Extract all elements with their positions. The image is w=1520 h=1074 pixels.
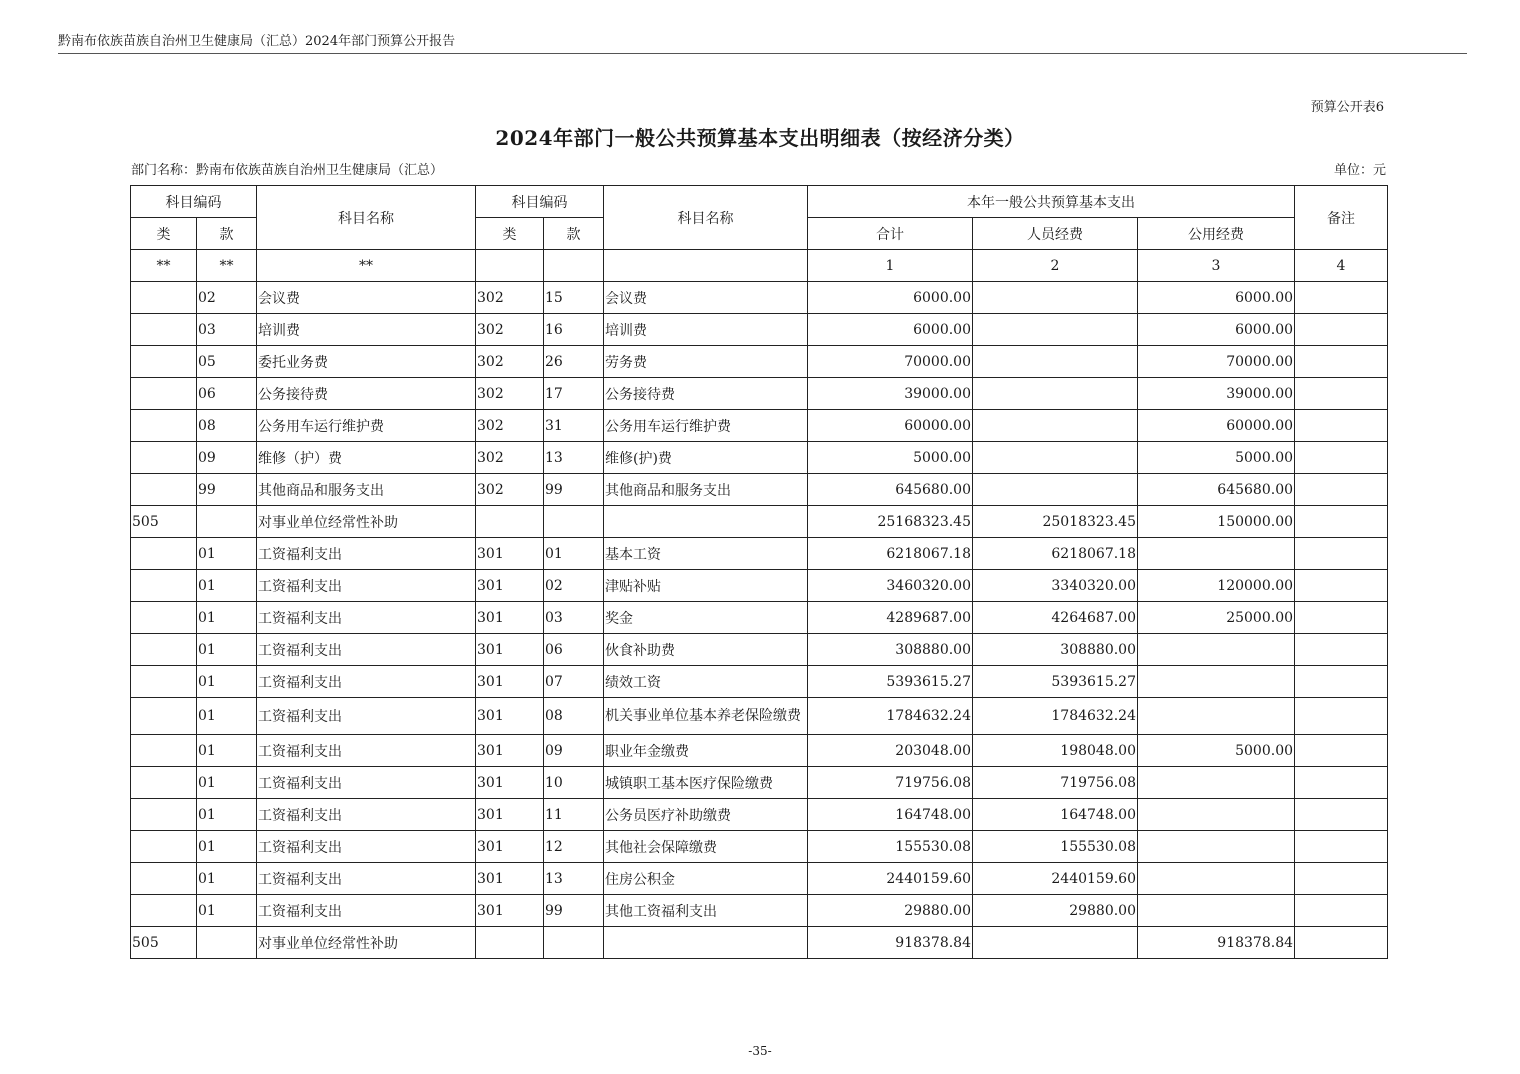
cell-total: 645680.00 [808, 474, 973, 506]
cell-public: 70000.00 [1138, 346, 1295, 378]
cell-name-2: 奖金 [604, 602, 808, 634]
cell-total: 29880.00 [808, 895, 973, 927]
header-kuan-1: 款 [197, 218, 257, 250]
index-cell: 2 [973, 250, 1138, 282]
cell-total: 5393615.27 [808, 666, 973, 698]
cell-personnel: 5393615.27 [973, 666, 1138, 698]
cell-total: 2440159.60 [808, 863, 973, 895]
cell-name-1: 其他商品和服务支出 [257, 474, 476, 506]
cell-public [1138, 698, 1295, 735]
cell-lei-2: 302 [476, 282, 544, 314]
cell-name-1: 工资福利支出 [257, 735, 476, 767]
cell-total: 70000.00 [808, 346, 973, 378]
cell-personnel: 29880.00 [973, 895, 1138, 927]
header-remark: 备注 [1295, 186, 1388, 250]
cell-kuan-1: 08 [197, 410, 257, 442]
cell-name-2: 公务员医疗补助缴费 [604, 799, 808, 831]
cell-name-2: 公务接待费 [604, 378, 808, 410]
table-row [131, 634, 1388, 666]
cell-kuan-1: 01 [197, 634, 257, 666]
cell-personnel: 155530.08 [973, 831, 1138, 863]
cell-name-2: 公务用车运行维护费 [604, 410, 808, 442]
cell-remark [1295, 474, 1388, 506]
cell-kuan-1: 01 [197, 538, 257, 570]
department-label: 部门名称：黔南布依族苗族自治州卫生健康局（汇总） [131, 163, 444, 178]
cell-personnel [973, 442, 1138, 474]
cell-public [1138, 538, 1295, 570]
cell-kuan-2: 17 [544, 378, 604, 410]
page-number: -35- [748, 1044, 772, 1058]
cell-lei-1 [131, 863, 197, 895]
cell-kuan-2: 12 [544, 831, 604, 863]
cell-name-2: 机关事业单位基本养老保险缴费 [604, 698, 808, 735]
cell-public [1138, 895, 1295, 927]
cell-name-1: 工资福利支出 [257, 767, 476, 799]
cell-public [1138, 863, 1295, 895]
table-row [131, 442, 1388, 474]
table-row [131, 767, 1388, 799]
table-row [131, 698, 1388, 735]
cell-kuan-2: 07 [544, 666, 604, 698]
cell-name-1: 维修（护）费 [257, 442, 476, 474]
index-cell: 4 [1295, 250, 1388, 282]
page-header: 黔南布依族苗族自治州卫生健康局（汇总）2024年部门预算公开报告 [58, 34, 456, 49]
table-row [131, 895, 1388, 927]
index-cell: ** [257, 250, 476, 282]
cell-personnel: 6218067.18 [973, 538, 1138, 570]
cell-kuan-1: 01 [197, 831, 257, 863]
cell-lei-2 [476, 506, 544, 538]
cell-lei-2: 301 [476, 666, 544, 698]
cell-total: 60000.00 [808, 410, 973, 442]
cell-name-1: 工资福利支出 [257, 634, 476, 666]
cell-kuan-2: 13 [544, 442, 604, 474]
cell-kuan-1: 01 [197, 863, 257, 895]
cell-lei-2: 302 [476, 378, 544, 410]
cell-remark [1295, 634, 1388, 666]
cell-total: 1784632.24 [808, 698, 973, 735]
cell-kuan-2: 11 [544, 799, 604, 831]
table-row [131, 282, 1388, 314]
cell-total: 164748.00 [808, 799, 973, 831]
cell-name-2: 其他商品和服务支出 [604, 474, 808, 506]
table-body [131, 282, 1388, 959]
cell-name-2: 会议费 [604, 282, 808, 314]
cell-public: 6000.00 [1138, 282, 1295, 314]
page-title: 2024年部门一般公共预算基本支出明细表（按经济分类） [495, 126, 1025, 150]
header-lei-2: 类 [476, 218, 544, 250]
cell-kuan-2: 03 [544, 602, 604, 634]
table-row [131, 666, 1388, 698]
cell-name-2: 培训费 [604, 314, 808, 346]
cell-personnel: 198048.00 [973, 735, 1138, 767]
cell-public [1138, 799, 1295, 831]
cell-lei-1 [131, 346, 197, 378]
cell-lei-1 [131, 767, 197, 799]
cell-public: 6000.00 [1138, 314, 1295, 346]
header-name-2: 科目名称 [604, 186, 808, 250]
cell-kuan-2 [544, 506, 604, 538]
cell-remark [1295, 602, 1388, 634]
cell-personnel [973, 282, 1138, 314]
cell-kuan-1: 99 [197, 474, 257, 506]
cell-remark [1295, 767, 1388, 799]
cell-remark [1295, 831, 1388, 863]
cell-lei-1 [131, 634, 197, 666]
cell-remark [1295, 735, 1388, 767]
table-row [131, 474, 1388, 506]
budget-table [130, 185, 1388, 959]
cell-kuan-2: 06 [544, 634, 604, 666]
cell-remark [1295, 314, 1388, 346]
cell-kuan-1 [197, 506, 257, 538]
cell-remark [1295, 442, 1388, 474]
cell-name-2 [604, 927, 808, 959]
cell-kuan-1: 01 [197, 895, 257, 927]
cell-name-1: 对事业单位经常性补助 [257, 927, 476, 959]
cell-personnel: 164748.00 [973, 799, 1138, 831]
cell-kuan-2: 31 [544, 410, 604, 442]
cell-name-2: 其他工资福利支出 [604, 895, 808, 927]
cell-public: 5000.00 [1138, 442, 1295, 474]
cell-lei-2: 302 [476, 442, 544, 474]
cell-kuan-1: 01 [197, 666, 257, 698]
header-code-2: 科目编码 [476, 186, 604, 218]
cell-name-2: 住房公积金 [604, 863, 808, 895]
cell-public [1138, 666, 1295, 698]
table-header [131, 186, 1388, 282]
cell-lei-1 [131, 799, 197, 831]
cell-kuan-2: 16 [544, 314, 604, 346]
cell-public: 645680.00 [1138, 474, 1295, 506]
cell-lei-2: 301 [476, 570, 544, 602]
cell-lei-1: 505 [131, 506, 197, 538]
cell-kuan-1: 02 [197, 282, 257, 314]
cell-kuan-1: 01 [197, 767, 257, 799]
cell-name-1: 工资福利支出 [257, 799, 476, 831]
cell-public: 150000.00 [1138, 506, 1295, 538]
cell-remark [1295, 346, 1388, 378]
cell-name-2: 伙食补助费 [604, 634, 808, 666]
cell-personnel: 25018323.45 [973, 506, 1138, 538]
cell-name-2: 其他社会保障缴费 [604, 831, 808, 863]
cell-kuan-2: 10 [544, 767, 604, 799]
cell-public [1138, 831, 1295, 863]
cell-name-1: 工资福利支出 [257, 538, 476, 570]
cell-lei-1 [131, 378, 197, 410]
cell-name-2: 绩效工资 [604, 666, 808, 698]
cell-kuan-2: 08 [544, 698, 604, 735]
cell-lei-1 [131, 314, 197, 346]
cell-personnel [973, 314, 1138, 346]
cell-lei-2: 301 [476, 634, 544, 666]
header-lei-1: 类 [131, 218, 197, 250]
index-cell: 3 [1138, 250, 1295, 282]
cell-kuan-2: 99 [544, 474, 604, 506]
cell-lei-2: 302 [476, 410, 544, 442]
index-cell [476, 250, 544, 282]
cell-lei-2: 301 [476, 602, 544, 634]
cell-total: 25168323.45 [808, 506, 973, 538]
cell-name-2: 基本工资 [604, 538, 808, 570]
cell-personnel: 1784632.24 [973, 698, 1138, 735]
cell-personnel: 4264687.00 [973, 602, 1138, 634]
table-row [131, 831, 1388, 863]
cell-lei-2: 302 [476, 314, 544, 346]
cell-personnel [973, 474, 1138, 506]
header-code-1: 科目编码 [131, 186, 257, 218]
cell-lei-2: 301 [476, 831, 544, 863]
cell-name-1: 工资福利支出 [257, 863, 476, 895]
table-row [131, 538, 1388, 570]
cell-remark [1295, 698, 1388, 735]
cell-kuan-1: 01 [197, 698, 257, 735]
cell-lei-2: 301 [476, 799, 544, 831]
cell-total: 918378.84 [808, 927, 973, 959]
cell-personnel [973, 927, 1138, 959]
header-divider [58, 53, 1467, 54]
header-kuan-2: 款 [544, 218, 604, 250]
table-row [131, 378, 1388, 410]
cell-lei-1 [131, 735, 197, 767]
cell-remark [1295, 282, 1388, 314]
cell-kuan-2: 13 [544, 863, 604, 895]
cell-name-1: 会议费 [257, 282, 476, 314]
header-public: 公用经费 [1138, 218, 1295, 250]
cell-personnel: 2440159.60 [973, 863, 1138, 895]
cell-kuan-1: 01 [197, 602, 257, 634]
cell-lei-2: 301 [476, 895, 544, 927]
cell-remark [1295, 927, 1388, 959]
index-cell [604, 250, 808, 282]
cell-lei-2 [476, 927, 544, 959]
cell-name-1: 公务用车运行维护费 [257, 410, 476, 442]
cell-kuan-2: 01 [544, 538, 604, 570]
cell-lei-1 [131, 666, 197, 698]
cell-personnel [973, 378, 1138, 410]
header-name-1: 科目名称 [257, 186, 476, 250]
table-row [131, 314, 1388, 346]
cell-kuan-2: 26 [544, 346, 604, 378]
header-total: 合计 [808, 218, 973, 250]
cell-public: 918378.84 [1138, 927, 1295, 959]
cell-name-1: 工资福利支出 [257, 602, 476, 634]
table-row [131, 410, 1388, 442]
cell-kuan-2: 99 [544, 895, 604, 927]
cell-remark [1295, 799, 1388, 831]
table-row [131, 735, 1388, 767]
cell-kuan-1: 03 [197, 314, 257, 346]
cell-name-1: 工资福利支出 [257, 666, 476, 698]
header-budget: 本年一般公共预算基本支出 [808, 186, 1295, 218]
cell-kuan-2 [544, 927, 604, 959]
cell-name-1: 工资福利支出 [257, 895, 476, 927]
cell-lei-1 [131, 474, 197, 506]
cell-personnel: 308880.00 [973, 634, 1138, 666]
cell-kuan-1 [197, 927, 257, 959]
cell-personnel [973, 346, 1138, 378]
cell-total: 155530.08 [808, 831, 973, 863]
cell-kuan-1: 09 [197, 442, 257, 474]
cell-total: 6218067.18 [808, 538, 973, 570]
cell-total: 5000.00 [808, 442, 973, 474]
cell-total: 6000.00 [808, 282, 973, 314]
cell-kuan-2: 02 [544, 570, 604, 602]
cell-name-2: 维修(护)费 [604, 442, 808, 474]
cell-remark [1295, 570, 1388, 602]
cell-lei-1 [131, 570, 197, 602]
header-personnel: 人员经费 [973, 218, 1138, 250]
cell-public: 5000.00 [1138, 735, 1295, 767]
table-row [131, 506, 1388, 538]
cell-lei-1 [131, 282, 197, 314]
table-row [131, 570, 1388, 602]
cell-lei-1 [131, 410, 197, 442]
cell-public [1138, 634, 1295, 666]
cell-remark [1295, 538, 1388, 570]
table-row [131, 799, 1388, 831]
cell-total: 203048.00 [808, 735, 973, 767]
cell-kuan-1: 01 [197, 799, 257, 831]
cell-total: 308880.00 [808, 634, 973, 666]
index-row [131, 250, 1388, 282]
cell-lei-1 [131, 895, 197, 927]
cell-lei-1 [131, 831, 197, 863]
cell-personnel: 719756.08 [973, 767, 1138, 799]
cell-public: 60000.00 [1138, 410, 1295, 442]
table-row [131, 927, 1388, 959]
cell-name-1: 工资福利支出 [257, 831, 476, 863]
cell-kuan-1: 05 [197, 346, 257, 378]
cell-name-1: 对事业单位经常性补助 [257, 506, 476, 538]
cell-kuan-1: 06 [197, 378, 257, 410]
cell-lei-1 [131, 538, 197, 570]
cell-lei-1: 505 [131, 927, 197, 959]
cell-lei-1 [131, 442, 197, 474]
index-cell: ** [197, 250, 257, 282]
cell-name-2: 职业年金缴费 [604, 735, 808, 767]
cell-total: 39000.00 [808, 378, 973, 410]
cell-name-2 [604, 506, 808, 538]
cell-lei-2: 301 [476, 767, 544, 799]
cell-remark [1295, 895, 1388, 927]
cell-personnel: 3340320.00 [973, 570, 1138, 602]
cell-public: 25000.00 [1138, 602, 1295, 634]
cell-remark [1295, 863, 1388, 895]
cell-kuan-1: 01 [197, 735, 257, 767]
cell-public [1138, 767, 1295, 799]
index-cell: ** [131, 250, 197, 282]
cell-name-1: 培训费 [257, 314, 476, 346]
cell-name-2: 津贴补贴 [604, 570, 808, 602]
cell-name-1: 公务接待费 [257, 378, 476, 410]
cell-name-1: 委托业务费 [257, 346, 476, 378]
cell-total: 719756.08 [808, 767, 973, 799]
unit-label: 单位：元 [1333, 163, 1386, 178]
cell-lei-2: 302 [476, 474, 544, 506]
cell-public: 120000.00 [1138, 570, 1295, 602]
cell-lei-2: 301 [476, 538, 544, 570]
cell-lei-2: 301 [476, 863, 544, 895]
cell-total: 4289687.00 [808, 602, 973, 634]
cell-remark [1295, 506, 1388, 538]
cell-name-2: 城镇职工基本医疗保险缴费 [604, 767, 808, 799]
table-row [131, 863, 1388, 895]
cell-name-1: 工资福利支出 [257, 570, 476, 602]
cell-kuan-1: 01 [197, 570, 257, 602]
cell-total: 6000.00 [808, 314, 973, 346]
cell-remark [1295, 378, 1388, 410]
cell-lei-1 [131, 602, 197, 634]
cell-kuan-2: 15 [544, 282, 604, 314]
table-row [131, 346, 1388, 378]
table-row [131, 602, 1388, 634]
cell-name-2: 劳务费 [604, 346, 808, 378]
table-number: 预算公开表6 [1310, 100, 1384, 115]
cell-lei-1 [131, 698, 197, 735]
index-cell [544, 250, 604, 282]
cell-total: 3460320.00 [808, 570, 973, 602]
index-cell: 1 [808, 250, 973, 282]
cell-name-1: 工资福利支出 [257, 698, 476, 735]
cell-lei-2: 301 [476, 735, 544, 767]
cell-kuan-2: 09 [544, 735, 604, 767]
cell-lei-2: 301 [476, 698, 544, 735]
cell-remark [1295, 666, 1388, 698]
cell-remark [1295, 410, 1388, 442]
cell-lei-2: 302 [476, 346, 544, 378]
cell-personnel [973, 410, 1138, 442]
cell-public: 39000.00 [1138, 378, 1295, 410]
